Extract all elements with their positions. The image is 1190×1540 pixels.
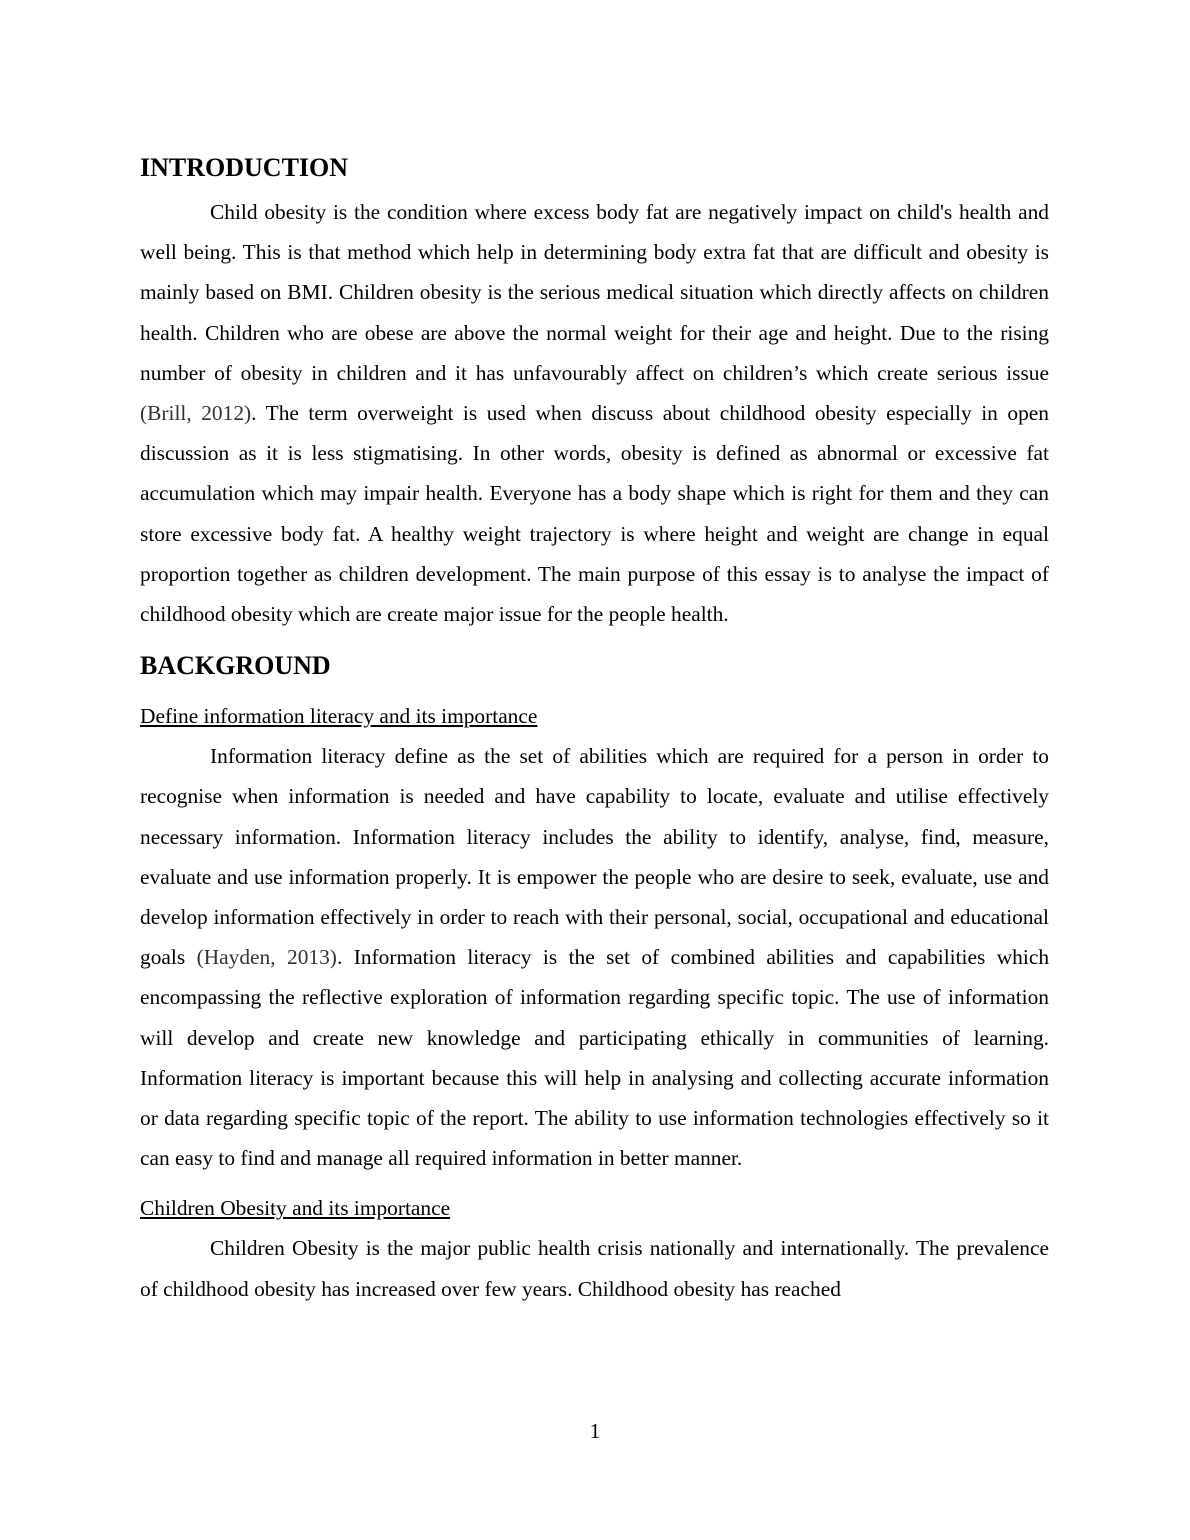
information-literacy-text-start: Information literacy define as the set of abilities which are required for a person in order to recognise when information is needed and have capability to locate, evaluate and utilise effectively necessary information. Information literacy includes the ability to identify, analyse, find, measure, evaluate and use information properly. It is empower the people who are desire to seek, evaluate, use and develop information effectively in order to reach with their personal, social, occupational and educational goals — [140, 744, 1049, 970]
introduction-text-end: . The term overweight is used when discuss about childhood obesity especially in open discussion as it is less stigmatising. In other words, obesity is defined as abnormal or excessive fat accumulation which may impair health. Everyone has a body shape which is right for them and they can store excessive body fat. A healthy weight trajectory is where height and weight are change in equal proportion together as children development. The main purpose of this essay is to analyse the impact of childhood obesity which are create major issue for the people health. — [140, 401, 1049, 627]
children-obesity-paragraph: Children Obesity is the major public health crisis nationally and internationally. The prevalence of childhood obesity has increased over few years. Childhood obesity has reached — [140, 1236, 1049, 1301]
introduction-heading: INTRODUCTION — [140, 153, 349, 182]
citation-hayden: (Hayden, 2013) — [196, 945, 337, 970]
citation-brill: (Brill, 2012) — [140, 401, 252, 426]
information-literacy-text-end: . Information literacy is the set of combined abilities and capabilities which encompassing the reflective exploration of information regarding specific topic. The use of information will develop and create new knowledge and participating ethically in communities of learning. Information literacy is important because this will help in analysing and collecting accurate information or data regarding specific topic of the report. The ability to use information technologies effectively so it can easy to find and manage all required information in better manner. — [140, 945, 1050, 1171]
background-heading: BACKGROUND — [140, 651, 331, 681]
information-literacy-paragraph — [140, 736, 1049, 1178]
page-content — [140, 148, 1049, 1309]
introduction-paragraph — [140, 192, 1049, 634]
subheading-information-literacy: Define information literacy and its importance — [140, 704, 538, 729]
introduction-text-start: Child obesity is the condition where excess body fat are negatively impact on child's health and well being. This is that method which help in determining body extra fat that are difficult and obesity is mainly based on BMI. Children obesity is the serious medical situation which directly affects on children health. Children who are obese are above the normal weight for their age and height. Due to the rising number of obesity in children and it has unfavourably affect on children’s which create serious issue — [140, 200, 1049, 385]
subheading-children-obesity: Children Obesity and its importance — [140, 1196, 451, 1221]
page-number: 1 — [589, 1419, 601, 1443]
